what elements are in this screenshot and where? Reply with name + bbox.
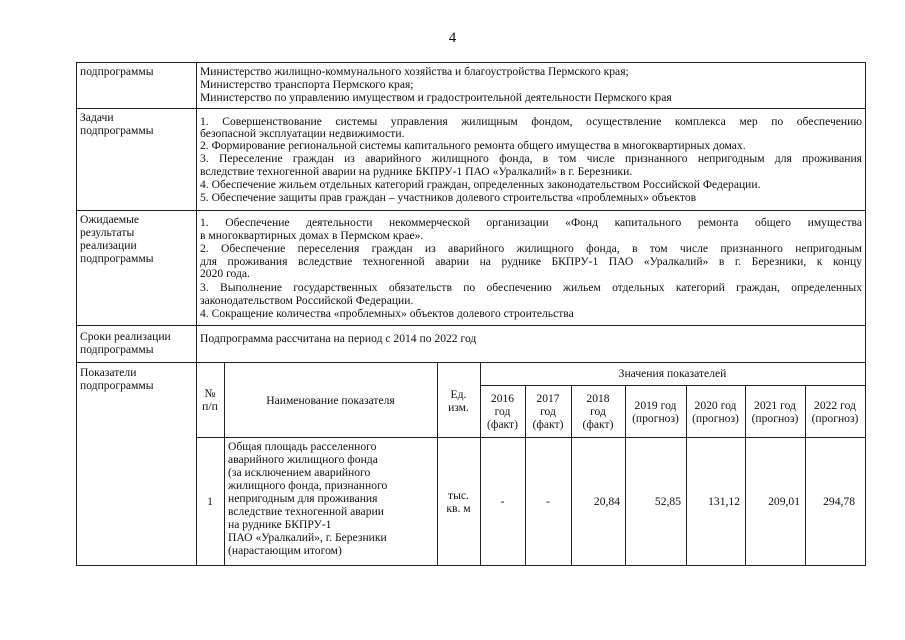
value-2020: 131,12 bbox=[708, 495, 740, 508]
indicator-name-line: на руднике БКПРУ-1 bbox=[228, 518, 332, 531]
executors-line: Министерство по управлению имуществом и градостроительной деятельности Пермского края bbox=[200, 91, 672, 104]
year-header-2019: 2019 год bbox=[634, 399, 677, 412]
tasks-line: вследствие техногенной аварии на руднике БКПРУ-1 ПАО «Уралкалий» в г. Березники. bbox=[200, 165, 633, 178]
tasks-line: 4. Обеспечение жильем отдельных категорий граждан, определенных законодательством Российской Федерации. bbox=[200, 178, 761, 191]
indicator-name-line: аварийного жилищного фонда bbox=[228, 453, 378, 466]
value-2019: 52,85 bbox=[654, 495, 681, 508]
year-header-2022: 2022 год bbox=[814, 399, 856, 412]
row-divider bbox=[76, 362, 866, 363]
year-header-2020: (прогноз) bbox=[692, 412, 739, 425]
tasks-line: 5. Обеспечение защиты прав граждан – участников долевого строительства «проблемных» объектов bbox=[200, 191, 697, 204]
year-header-2020: 2020 год bbox=[694, 399, 737, 412]
results-line: для проживания вследствие техногенной аварии на руднике БКПРУ-1 ПАО «Уралкалий» в г. Березники, к концу bbox=[200, 255, 862, 268]
results-line: 2020 года. bbox=[200, 267, 250, 280]
value-2016: - bbox=[500, 495, 505, 508]
row-divider bbox=[76, 325, 866, 326]
row-label-results: результаты bbox=[80, 226, 135, 239]
column-divider bbox=[196, 62, 197, 566]
results-line: 4. Сокращение количества «проблемных» объектов долевого строительства bbox=[200, 307, 574, 320]
year-header-2022: (прогноз) bbox=[811, 412, 859, 425]
table-border-top bbox=[76, 62, 866, 63]
year-header-2016: год bbox=[494, 405, 511, 418]
value-2018: 20,84 bbox=[593, 495, 620, 508]
terms-text: Подпрограмма рассчитана на период с 2014 по 2022 год bbox=[200, 332, 477, 345]
year-header-2021: 2021 год bbox=[754, 399, 796, 412]
tasks-line: 1. Совершенствование системы управления жилищным фондом, осуществление комплекса мер по обеспечению bbox=[200, 115, 862, 128]
value-2021: 209,01 bbox=[768, 495, 800, 508]
indicator-name-line: непригодным для проживания bbox=[228, 492, 378, 505]
results-line: в многоквартирных домах в Пермском крае». bbox=[200, 229, 424, 242]
row-label-executors: подпрограммы bbox=[80, 65, 154, 78]
table-border-right bbox=[865, 62, 866, 566]
tasks-line: 2. Формирование региональной системы капитального ремонта общего имущества в многоквартирных домах. bbox=[200, 139, 746, 152]
table-border-left bbox=[76, 62, 77, 566]
results-line: 2. Обеспечение переселения граждан из аварийного жилищного фонда, в том числе признанного непригодным bbox=[200, 242, 862, 255]
indicator-name-line: вследствие техногенной аварии bbox=[228, 505, 384, 518]
row-label-results: подпрограммы bbox=[80, 252, 154, 265]
year-header-2019: (прогноз) bbox=[632, 412, 679, 425]
header-values-title: Значения показателей bbox=[618, 367, 727, 380]
values-header-divider bbox=[480, 385, 865, 386]
indicator-name-line: Общая площадь расселенного bbox=[228, 440, 377, 453]
value-2017: - bbox=[546, 495, 550, 508]
table-border-bottom bbox=[76, 565, 866, 566]
header-unit: изм. bbox=[448, 401, 469, 414]
indicator-num: 1 bbox=[207, 495, 213, 508]
results-line: 3. Выполнение государственных обязательств по обеспечению жильем отдельных категорий граждан, определенных bbox=[200, 281, 862, 294]
header-unit: Ед. bbox=[450, 388, 467, 401]
row-label-tasks: Задачи bbox=[80, 111, 114, 124]
header-name: Наименование показателя bbox=[266, 394, 395, 407]
executors-line: Министерство жилищно-коммунального хозяйства и благоустройства Пермского края; bbox=[200, 65, 629, 78]
tasks-line: 3. Переселение граждан из аварийного жилищного фонда, в том числе признанного непригодным для проживания bbox=[200, 152, 862, 165]
indicator-name-line: ПАО «Уралкалий», г. Березники bbox=[228, 531, 387, 544]
year-header-2018: (факт) bbox=[582, 418, 614, 431]
indicator-unit: тыс. bbox=[448, 489, 469, 502]
indicator-name-line: (за исключением аварийного bbox=[228, 466, 371, 479]
tasks-line: безопасной эксплуатации недвижимости. bbox=[200, 127, 405, 140]
header-num: п/п bbox=[202, 400, 218, 413]
results-line: законодательством Российской Федерации. bbox=[200, 294, 414, 307]
year-header-2016: 2016 bbox=[490, 392, 515, 405]
indicator-name-line: жилищного фонда, признанного bbox=[228, 479, 388, 492]
col-line bbox=[224, 362, 225, 566]
value-2022: 294,78 bbox=[823, 495, 855, 508]
executors-line: Министерство транспорта Пермского края; bbox=[200, 78, 414, 91]
year-header-2016: (факт) bbox=[487, 418, 518, 431]
year-header-2021: (прогноз) bbox=[751, 412, 799, 425]
row-divider bbox=[76, 210, 866, 211]
indicator-unit: кв. м bbox=[446, 502, 471, 515]
year-header-2017: год bbox=[540, 405, 556, 418]
row-label-terms: подпрограммы bbox=[80, 343, 154, 356]
row-label-results: Ожидаемые bbox=[80, 213, 140, 226]
row-label-results: реализации bbox=[80, 239, 137, 252]
row-divider bbox=[76, 108, 866, 109]
year-header-2017: 2017 bbox=[536, 392, 560, 405]
row-label-indicators: подпрограммы bbox=[80, 379, 154, 392]
page-number: 4 bbox=[448, 30, 457, 46]
header-bottom-line bbox=[196, 437, 865, 438]
results-line: 1. Обеспечение деятельности некоммерческой организации «Фонд капитального ремонта общего имущества bbox=[200, 216, 862, 229]
row-label-terms: Сроки реализации bbox=[80, 330, 171, 343]
year-header-2017: (факт) bbox=[532, 418, 564, 431]
year-header-2018: 2018 bbox=[586, 392, 610, 405]
indicator-name-line: (нарастающим итогом) bbox=[228, 544, 342, 557]
header-num: № bbox=[204, 387, 216, 400]
row-label-tasks: подпрограммы bbox=[80, 124, 154, 137]
row-label-indicators: Показатели bbox=[80, 366, 137, 379]
year-header-2018: год bbox=[590, 405, 606, 418]
